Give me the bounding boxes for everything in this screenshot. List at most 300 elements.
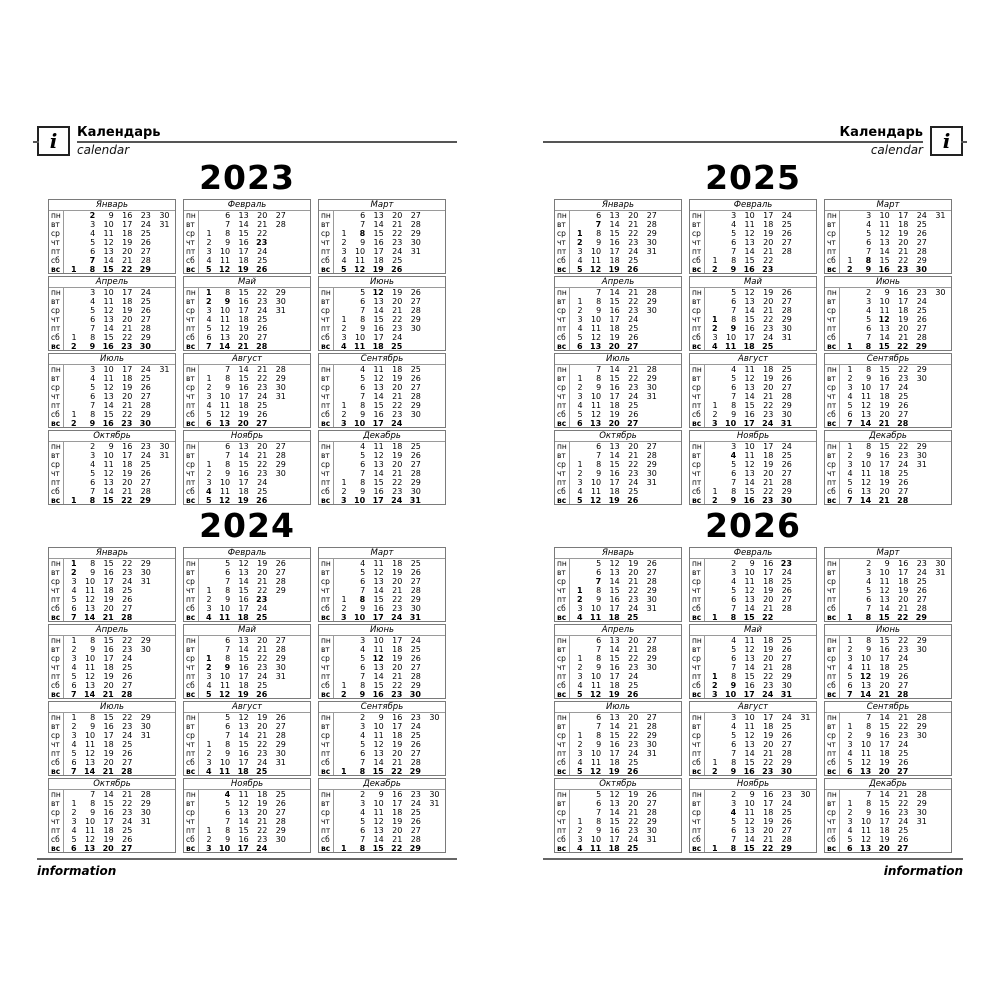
empty-cell <box>426 297 445 306</box>
day-cell: 22 <box>257 654 268 663</box>
day-cell: 24 <box>763 333 774 342</box>
day-cell: 22 <box>763 487 774 496</box>
day-cell: 2 <box>866 288 872 297</box>
week-row-вс <box>184 342 310 351</box>
week-row-вт <box>555 374 681 383</box>
weekday-label: вс <box>825 767 839 776</box>
empty-cell <box>662 713 681 722</box>
month-2025-2 <box>689 199 817 274</box>
day-cell: 7 <box>71 690 77 699</box>
empty-cell <box>426 672 445 681</box>
footer-label: information <box>37 864 117 878</box>
day-cell: 27 <box>781 383 792 392</box>
month-title: Октябрь <box>555 779 681 790</box>
empty-cell <box>156 817 175 826</box>
weekday-label: сб <box>184 681 198 690</box>
week-row-вс <box>319 419 445 428</box>
day-cell: 10 <box>219 672 231 681</box>
day-cell: 14 <box>879 713 890 722</box>
day-cell: 17 <box>879 817 890 826</box>
day-cell: 27 <box>898 410 909 419</box>
day-cell: 25 <box>410 559 421 568</box>
day-cell: 27 <box>781 826 792 835</box>
day-cell: 30 <box>409 690 421 699</box>
day-cell: 12 <box>744 645 755 654</box>
empty-cell <box>291 731 310 740</box>
day-cell: 26 <box>256 690 268 699</box>
day-cell: 12 <box>84 749 96 758</box>
month-2026-2 <box>689 547 817 622</box>
day-cell: 6 <box>206 333 212 342</box>
weekday-label: вс <box>690 419 704 428</box>
day-cell: 20 <box>392 826 403 835</box>
day-cell: 23 <box>121 419 133 428</box>
weekday-label: ср <box>690 229 704 238</box>
week-row-вт <box>319 297 445 306</box>
empty-cell <box>932 758 951 767</box>
day-cell: 23 <box>392 487 403 496</box>
weekday-label: чт <box>690 740 704 749</box>
empty-cell <box>913 654 932 663</box>
day-cell: 7 <box>225 220 231 229</box>
empty-cell <box>662 460 681 469</box>
weekday-label: вс <box>184 844 198 853</box>
empty-cell <box>333 220 352 229</box>
day-cell: 2 <box>712 410 718 419</box>
empty-cell <box>426 211 445 220</box>
day-cell: 1 <box>71 333 77 342</box>
day-cell: 4 <box>731 722 737 731</box>
empty-cell <box>704 297 723 306</box>
empty-cell <box>333 365 352 374</box>
day-cell: 28 <box>781 604 792 613</box>
week-row-вт <box>184 297 310 306</box>
week-row-вс <box>319 844 445 853</box>
day-cell: 2 <box>206 383 212 392</box>
day-cell: 30 <box>800 790 811 799</box>
weekday-label: пт <box>49 826 63 835</box>
day-cell: 23 <box>628 238 639 247</box>
weekday-label: сб <box>319 835 333 844</box>
day-cell: 23 <box>628 826 639 835</box>
weekday-label: ср <box>319 460 333 469</box>
day-cell: 27 <box>140 478 151 487</box>
month-2026-11 <box>689 778 817 853</box>
week-row-пн <box>49 790 175 799</box>
day-cell: 3 <box>206 758 212 767</box>
day-cell: 2 <box>577 469 583 478</box>
empty-cell <box>426 496 445 505</box>
day-cell: 26 <box>256 496 268 505</box>
empty-cell <box>291 740 310 749</box>
month-title: Февраль <box>690 200 816 211</box>
day-cell: 24 <box>140 365 151 374</box>
day-cell: 14 <box>609 220 620 229</box>
day-cell: 13 <box>219 333 231 342</box>
empty-cell <box>63 442 82 451</box>
day-cell: 8 <box>360 401 366 410</box>
day-cell: 13 <box>103 315 114 324</box>
day-cell: 1 <box>341 315 347 324</box>
empty-cell <box>63 374 82 383</box>
empty-cell <box>704 451 723 460</box>
day-cell: 26 <box>916 229 927 238</box>
week-row-чт <box>49 315 175 324</box>
weekday-label: пт <box>184 401 198 410</box>
weekday-label: ср <box>555 306 569 315</box>
day-cell: 1 <box>341 844 347 853</box>
weekday-label: чт <box>49 238 63 247</box>
day-cell: 11 <box>860 663 872 672</box>
day-cell: 17 <box>103 577 114 586</box>
empty-cell <box>643 333 662 342</box>
month-title: Март <box>319 200 445 211</box>
day-cell: 27 <box>121 844 133 853</box>
day-cell: 11 <box>744 365 755 374</box>
day-cell: 25 <box>256 613 268 622</box>
day-cell: 17 <box>609 247 620 256</box>
weekday-label: вс <box>555 690 569 699</box>
empty-cell <box>932 672 951 681</box>
day-cell: 31 <box>159 220 170 229</box>
day-cell: 11 <box>354 342 366 351</box>
empty-cell <box>63 288 82 297</box>
empty-cell <box>932 817 951 826</box>
empty-cell <box>569 211 588 220</box>
week-row-чт <box>319 238 445 247</box>
day-cell: 16 <box>392 790 403 799</box>
month-2025-5 <box>689 276 817 351</box>
week-row-вт <box>49 374 175 383</box>
day-cell: 21 <box>628 220 639 229</box>
empty-cell <box>797 645 816 654</box>
empty-cell <box>839 247 858 256</box>
month-grid <box>825 365 951 428</box>
weekday-label: сб <box>555 410 569 419</box>
week-row-вс <box>690 496 816 505</box>
day-cell: 13 <box>744 826 755 835</box>
empty-cell <box>797 672 816 681</box>
day-cell: 27 <box>275 211 286 220</box>
day-cell: 14 <box>879 247 890 256</box>
day-cell: 9 <box>224 297 231 306</box>
day-cell: 14 <box>744 306 755 315</box>
month-title: Декабрь <box>825 779 951 790</box>
month-title: Октябрь <box>49 431 175 442</box>
week-row-сб <box>184 487 310 496</box>
day-cell: 12 <box>219 265 231 274</box>
month-title: Сентябрь <box>319 354 445 365</box>
day-cell: 1 <box>206 586 212 595</box>
day-cell: 15 <box>879 442 890 451</box>
day-cell: 19 <box>763 817 774 826</box>
day-cell: 6 <box>90 392 96 401</box>
empty-cell <box>156 767 175 776</box>
week-row-вс <box>49 342 175 351</box>
day-cell: 30 <box>915 265 927 274</box>
weekday-label: ср <box>555 577 569 586</box>
weekday-label: пт <box>555 826 569 835</box>
day-cell: 26 <box>140 469 151 478</box>
weekday-label: вс <box>49 767 63 776</box>
day-cell: 30 <box>646 469 657 478</box>
empty-cell <box>272 613 291 622</box>
week-row-чт <box>184 740 310 749</box>
weekday-label: вт <box>825 451 839 460</box>
day-cell: 26 <box>898 401 909 410</box>
day-cell: 28 <box>916 790 927 799</box>
day-cell: 3 <box>360 799 366 808</box>
day-cell: 18 <box>373 256 384 265</box>
weekday-label: пн <box>555 365 569 374</box>
empty-cell <box>932 410 951 419</box>
empty-cell <box>426 374 445 383</box>
day-cell: 31 <box>140 817 151 826</box>
day-cell: 2 <box>847 265 853 274</box>
day-cell: 6 <box>731 238 737 247</box>
day-cell: 3 <box>360 636 366 645</box>
empty-cell <box>426 401 445 410</box>
day-cell: 22 <box>121 265 133 274</box>
empty-cell <box>426 568 445 577</box>
empty-cell <box>797 749 816 758</box>
weekday-label: вс <box>690 342 704 351</box>
day-cell: 25 <box>410 808 421 817</box>
empty-cell <box>291 460 310 469</box>
week-row-ср <box>555 460 681 469</box>
day-cell: 11 <box>860 469 872 478</box>
week-row-ср <box>184 808 310 817</box>
day-cell: 18 <box>237 613 249 622</box>
day-cell: 24 <box>628 315 639 324</box>
day-cell: 28 <box>410 220 421 229</box>
day-cell: 14 <box>373 758 384 767</box>
day-cell: 3 <box>866 211 872 220</box>
day-cell: 22 <box>762 844 774 853</box>
empty-cell <box>704 577 723 586</box>
empty-cell <box>156 401 175 410</box>
empty-cell <box>913 767 932 776</box>
empty-cell <box>426 577 445 586</box>
empty-cell <box>426 681 445 690</box>
month-grid <box>555 636 681 699</box>
empty-cell <box>932 469 951 478</box>
day-cell: 7 <box>360 835 366 844</box>
day-cell: 20 <box>879 487 890 496</box>
empty-cell <box>333 636 352 645</box>
day-cell: 29 <box>140 799 151 808</box>
week-row-вт <box>49 645 175 654</box>
empty-cell <box>704 604 723 613</box>
day-cell: 26 <box>410 740 421 749</box>
day-cell: 1 <box>71 799 77 808</box>
empty-cell <box>797 613 816 622</box>
empty-cell <box>932 595 951 604</box>
weekday-label: вс <box>555 265 569 274</box>
empty-cell <box>662 401 681 410</box>
month-grid <box>825 559 951 622</box>
day-cell: 19 <box>122 469 133 478</box>
day-cell: 2 <box>206 835 212 844</box>
day-cell: 29 <box>139 265 151 274</box>
empty-cell <box>272 410 291 419</box>
week-row-ср <box>184 731 310 740</box>
day-cell: 17 <box>879 383 890 392</box>
day-cell: 30 <box>410 324 421 333</box>
day-cell: 31 <box>140 577 151 586</box>
day-cell: 24 <box>628 672 639 681</box>
day-cell: 22 <box>898 799 909 808</box>
weekday-label: ср <box>555 654 569 663</box>
weekday-label: сб <box>49 758 63 767</box>
empty-cell <box>662 577 681 586</box>
empty-cell <box>426 767 445 776</box>
empty-cell <box>839 306 858 315</box>
day-cell: 27 <box>410 383 421 392</box>
empty-cell <box>426 392 445 401</box>
day-cell: 25 <box>140 229 151 238</box>
week-row-ср <box>690 654 816 663</box>
day-cell: 26 <box>275 713 286 722</box>
day-cell: 5 <box>225 713 231 722</box>
week-row-пн <box>690 559 816 568</box>
empty-cell <box>63 247 82 256</box>
day-cell: 16 <box>238 383 249 392</box>
day-cell: 23 <box>762 496 774 505</box>
week-row-пн <box>319 559 445 568</box>
weekday-label: вс <box>690 496 704 505</box>
weekday-label: вс <box>49 496 63 505</box>
empty-cell <box>662 654 681 663</box>
day-cell: 5 <box>731 817 737 826</box>
day-cell: 12 <box>744 374 755 383</box>
empty-cell <box>333 672 352 681</box>
empty-cell <box>156 740 175 749</box>
day-cell: 23 <box>410 713 421 722</box>
day-cell: 25 <box>781 722 792 731</box>
day-cell: 17 <box>609 672 620 681</box>
day-cell: 17 <box>238 758 249 767</box>
day-cell: 4 <box>731 636 737 645</box>
empty-cell <box>643 672 662 681</box>
day-cell: 4 <box>206 613 212 622</box>
day-cell: 28 <box>410 758 421 767</box>
day-cell: 6 <box>360 383 366 392</box>
week-row-пт <box>555 672 681 681</box>
empty-cell <box>156 790 175 799</box>
day-cell: 13 <box>373 749 384 758</box>
month-title: Январь <box>555 548 681 559</box>
week-row-пт <box>555 247 681 256</box>
day-cell: 31 <box>275 306 286 315</box>
day-cell: 22 <box>392 229 403 238</box>
week-row-сб <box>690 487 816 496</box>
empty-cell <box>156 722 175 731</box>
week-row-чт <box>49 817 175 826</box>
month-title: Сентябрь <box>825 702 951 713</box>
day-cell: 1 <box>847 613 853 622</box>
footer-label: information <box>883 864 963 878</box>
week-row-вс <box>555 342 681 351</box>
day-cell: 24 <box>781 713 792 722</box>
weekday-label: пн <box>825 636 839 645</box>
week-row-вс <box>49 613 175 622</box>
week-row-пн <box>49 365 175 374</box>
day-cell: 8 <box>866 722 872 731</box>
day-cell: 21 <box>763 663 774 672</box>
day-cell: 28 <box>275 645 286 654</box>
day-cell: 16 <box>373 410 384 419</box>
day-cell: 27 <box>410 826 421 835</box>
month-title: Январь <box>49 548 175 559</box>
weekday-label: чт <box>49 663 63 672</box>
week-row-вс <box>319 265 445 274</box>
day-cell: 31 <box>646 392 657 401</box>
empty-cell <box>333 559 352 568</box>
day-cell: 14 <box>609 365 620 374</box>
week-row-пт <box>319 324 445 333</box>
day-cell: 16 <box>102 419 114 428</box>
weekday-label: ср <box>184 383 198 392</box>
day-cell: 19 <box>392 654 403 663</box>
day-cell: 28 <box>897 496 909 505</box>
empty-cell <box>198 211 217 220</box>
week-row-чт <box>690 392 816 401</box>
day-cell: 31 <box>781 333 792 342</box>
day-cell: 22 <box>628 731 639 740</box>
empty-cell <box>291 265 310 274</box>
empty-cell <box>198 220 217 229</box>
empty-cell <box>333 451 352 460</box>
day-cell: 28 <box>646 808 657 817</box>
month-grid <box>49 365 175 428</box>
day-cell: 27 <box>275 808 286 817</box>
day-cell: 7 <box>90 487 96 496</box>
day-cell: 22 <box>628 586 639 595</box>
day-cell: 26 <box>627 496 639 505</box>
day-cell: 14 <box>879 604 890 613</box>
day-cell: 8 <box>359 844 366 853</box>
weekday-label: ср <box>184 808 198 817</box>
day-cell: 11 <box>84 663 96 672</box>
weekday-label: сб <box>690 256 704 265</box>
empty-cell <box>156 636 175 645</box>
day-cell: 7 <box>731 306 737 315</box>
empty-cell <box>932 749 951 758</box>
empty-cell <box>797 663 816 672</box>
day-cell: 15 <box>102 265 114 274</box>
week-row-пт <box>319 826 445 835</box>
day-cell: 16 <box>238 663 249 672</box>
weekday-label: сб <box>319 604 333 613</box>
day-cell: 29 <box>275 374 286 383</box>
empty-cell <box>156 297 175 306</box>
week-row-ср <box>184 229 310 238</box>
day-cell: 20 <box>392 297 403 306</box>
week-row-пн <box>555 559 681 568</box>
day-cell: 18 <box>392 645 403 654</box>
empty-cell <box>198 636 217 645</box>
day-cell: 15 <box>238 586 249 595</box>
day-cell: 19 <box>237 265 249 274</box>
empty-cell <box>198 365 217 374</box>
empty-cell <box>156 460 175 469</box>
day-cell: 10 <box>725 333 737 342</box>
day-cell: 24 <box>257 604 268 613</box>
empty-cell <box>137 835 156 844</box>
month-2025-4 <box>554 276 682 351</box>
day-cell: 7 <box>596 365 602 374</box>
